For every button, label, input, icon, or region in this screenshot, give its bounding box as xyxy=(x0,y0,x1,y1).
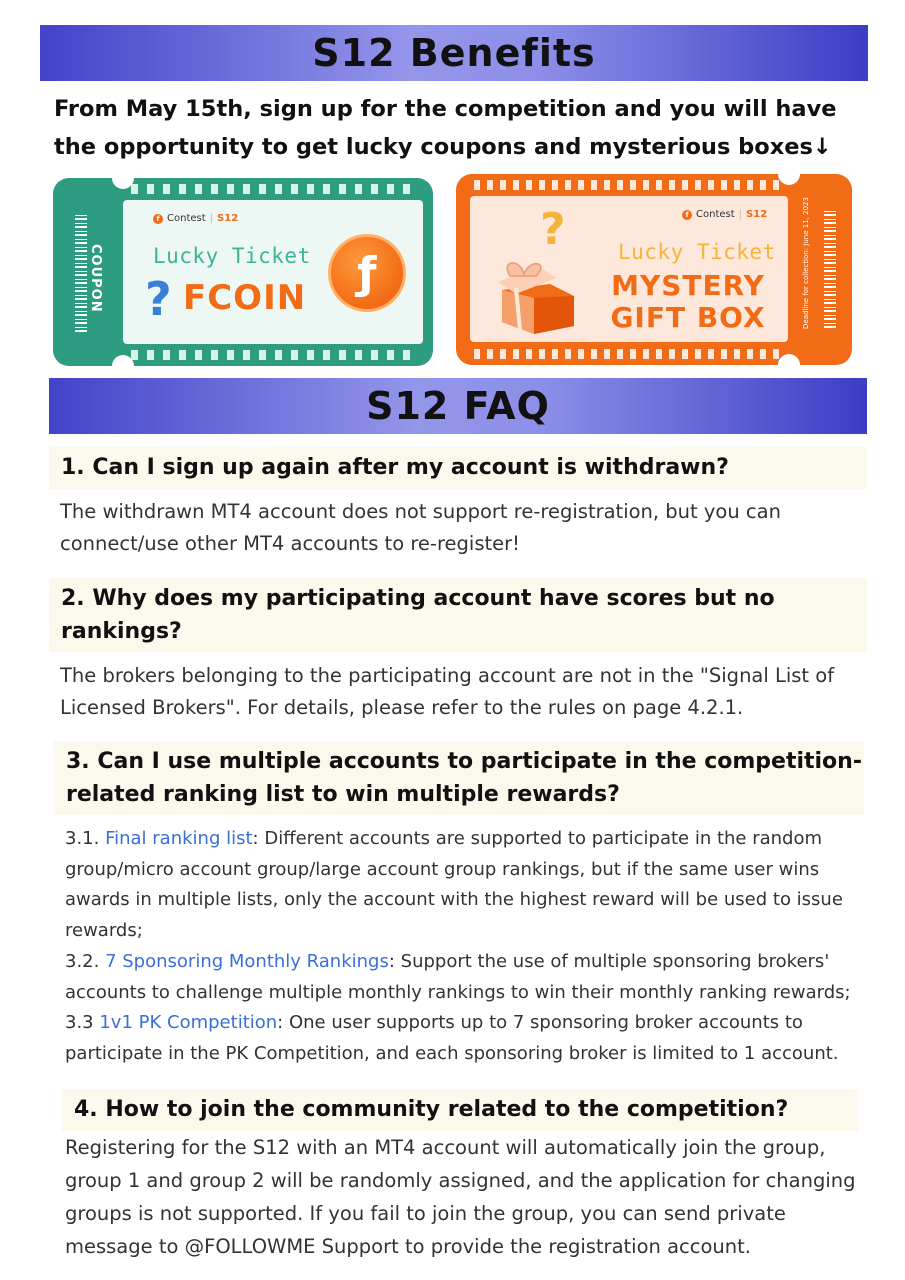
followme-logo-icon: f xyxy=(153,214,163,224)
ticket-top-stripes xyxy=(474,180,782,190)
deadline-label: Deadline for collection: June 11, 2023 xyxy=(802,197,810,329)
ticket-heading: Lucky Ticket xyxy=(618,240,776,264)
fcoin-ticket xyxy=(53,178,433,366)
faq-answer-3 xyxy=(65,824,865,1070)
faq-answer-3-item-1: 3.1. Final ranking list: Different accounts are supported to participate in the random group/micro account group/large account group rankings, but if the same user wins awards in multiple lists, only the account with the highest reward will be used to issue rewards; xyxy=(65,828,843,942)
faq-question-3: 3. Can I use multiple accounts to participate in the competition-related ranking list to win multiple rewards? xyxy=(54,741,864,815)
faq-question-1: 1. Can I sign up again after my account is withdrawn? xyxy=(49,447,867,489)
final-ranking-link[interactable]: Final ranking list xyxy=(105,828,253,849)
faq-title: S12 FAQ xyxy=(366,384,550,428)
ticket-prize: FCOIN xyxy=(183,278,307,318)
followme-logo-icon: f xyxy=(682,210,692,220)
question-mark-icon: ? xyxy=(145,272,172,326)
ticket-prize: MYSTERY GIFT BOX xyxy=(610,269,766,334)
contest-brand: f Contest | S12 xyxy=(682,209,767,220)
fcoin-coin-icon: ƒ xyxy=(328,234,406,312)
mystery-ticket-body xyxy=(470,196,788,342)
faq-answer-3-item-3: 3.3 1v1 PK Competition: One user supports up to 7 sponsoring broker accounts to participate in the PK Competition, and each sponsoring broker is limited to 1 account. xyxy=(65,1012,839,1064)
faq-question-2: 2. Why does my participating account have scores but no rankings? xyxy=(49,578,867,652)
pk-competition-link[interactable]: 1v1 PK Competition xyxy=(99,1012,278,1034)
contest-brand: f Contest | S12 xyxy=(153,213,238,224)
ticket-notch xyxy=(778,354,800,365)
question-mark-icon: ? xyxy=(540,204,566,255)
ticket-heading: Lucky Ticket xyxy=(153,244,311,268)
mystery-ticket-card xyxy=(451,168,865,370)
faq-answer-1: The withdrawn MT4 account does not support re-registration, but you can connect/use other MT4 accounts to re-register! xyxy=(60,500,781,555)
barcode-icon xyxy=(75,212,87,332)
mystery-ticket xyxy=(456,174,852,365)
faq-banner xyxy=(49,378,867,434)
benefits-intro: From May 15th, sign up for the competition and you will have the opportunity to get lucky coupons and mysterious boxes↓ xyxy=(54,96,837,160)
coupon-side-label: COUPON xyxy=(88,244,103,313)
gift-box-icon xyxy=(490,256,590,336)
barcode-icon xyxy=(824,208,836,328)
fcoin-ticket-body xyxy=(123,200,423,344)
fcoin-ticket-card xyxy=(40,168,441,370)
faq-answer-3-item-2: 3.2. 7 Sponsoring Monthly Rankings: Support the use of multiple sponsoring brokers' accounts to challenge multiple monthly rankings to win their monthly ranking rewards; xyxy=(65,950,851,1003)
ticket-bottom-stripes xyxy=(131,350,419,360)
benefits-title: S12 Benefits xyxy=(312,31,596,75)
ticket-bottom-stripes xyxy=(474,349,782,359)
faq-question-4: 4. How to join the community related to the competition? xyxy=(62,1089,858,1131)
faq-answer-2: The brokers belonging to the participating account are not in the "Signal List of Licensed Brokers". For details, please refer to the rules on page 4.2.1. xyxy=(60,664,835,719)
ticket-top-stripes xyxy=(131,184,419,194)
monthly-rankings-link[interactable]: 7 Sponsoring Monthly Rankings xyxy=(105,950,389,972)
benefits-banner xyxy=(40,25,868,81)
faq-answer-4: Registering for the S12 with an MT4 account will automatically join the group, group 1 and group 2 will be randomly assigned, and the application for changing groups is not supported. If you fail to join the group, you can send private message to @FOLLOWME Support to provide the registration account. xyxy=(65,1136,856,1258)
